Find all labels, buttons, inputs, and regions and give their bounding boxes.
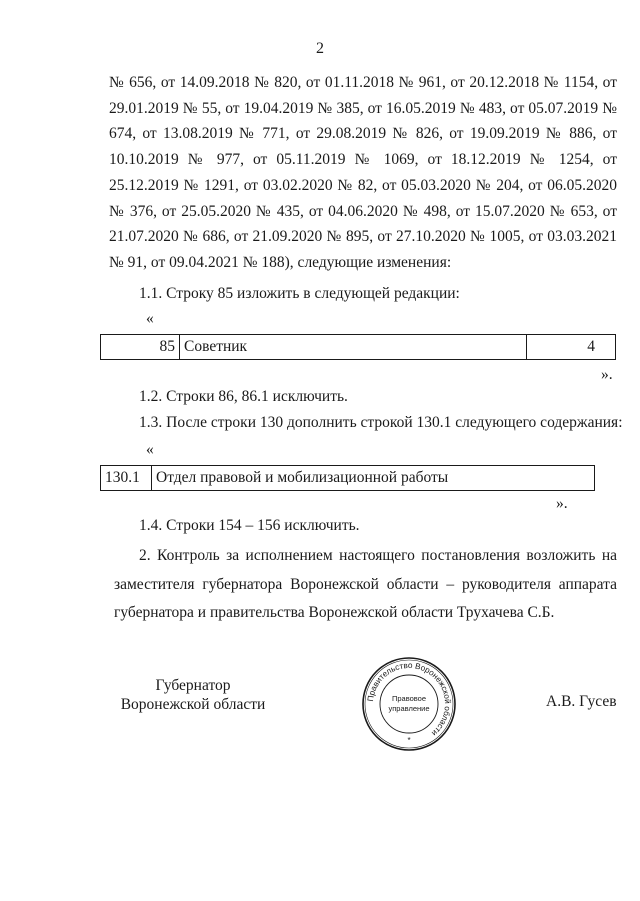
signatory-title-line1: Губернатор <box>155 677 231 694</box>
signatory-name: А.В. Гусев <box>546 693 617 710</box>
intro-paragraph: № 656, от 14.09.2018 № 820, от 01.11.2018 № 961, от 20.12.2018 № 1154, от 29.01.2019 № 55, от 19.04.2019 № 385, от 16.05.2019 № 483, от 05.07.2019 № 674, от 13.08.2019 № 771, от 29.08.2019 № 826, от 19.09.2019 № 886, от 10.10.2019 № 977, от 05.11.2019 № 1069, от 18.12.2019 № 1254, от 25.12.2019 № 1291, от 03.02.2020 № 82, от 05.03.2020 № 204, от 06.05.2020 № 376, от 25.05.2020 № 435, от 04.06.2020 № 498, от 15.07.2020 № 653, от 21.07.2020 № 686, от 21.09.2020 № 895, от 27.10.2020 № 1005, от 03.03.2021 № 91, от 09.04.2021 № 188), следующие изменения: <box>109 74 617 271</box>
quote-open-1: « <box>146 310 154 327</box>
seal-star-icon: * <box>407 736 411 745</box>
signatory-title-line2: Воронежской области <box>120 696 266 713</box>
row-number-cell: 130.1 <box>101 466 152 491</box>
seal-center-line1: Правовое <box>391 694 427 703</box>
row-count-cell: 4 <box>527 335 616 360</box>
table-row <box>101 466 595 491</box>
row-name-cell: Отдел правовой и мобилизационной работы <box>152 466 595 491</box>
row-number-cell: 85 <box>101 335 180 360</box>
item-1-4: 1.4. Строки 154 – 156 исключить. <box>139 517 360 534</box>
replacement-table-1 <box>100 334 616 360</box>
item-2-paragraph: 2. Контроль за исполнением настоящего постановления возложить на заместителя губернатора Воронежской области – руководителя аппарата губернатора и правительства Воронежской области Трухачева С.Б. <box>114 547 617 621</box>
table-row <box>101 335 616 360</box>
replacement-table-2 <box>100 465 595 491</box>
seal-ring-text: Правительство Воронежской области <box>366 660 453 738</box>
quote-open-2: « <box>146 441 154 458</box>
page-number: 2 <box>316 40 324 57</box>
item-1-1: 1.1. Строку 85 изложить в следующей редакции: <box>139 285 460 302</box>
item-1-2: 1.2. Строки 86, 86.1 исключить. <box>139 388 348 405</box>
item-1-3: 1.3. После строки 130 дополнить строкой 130.1 следующего содержания: <box>139 414 623 431</box>
signatory-title <box>113 676 273 714</box>
official-seal <box>361 656 457 752</box>
quote-close-1: ». <box>601 366 613 383</box>
seal-center-line2: управление <box>388 704 430 713</box>
row-name-cell: Советник <box>180 335 527 360</box>
quote-close-2: ». <box>556 495 568 512</box>
